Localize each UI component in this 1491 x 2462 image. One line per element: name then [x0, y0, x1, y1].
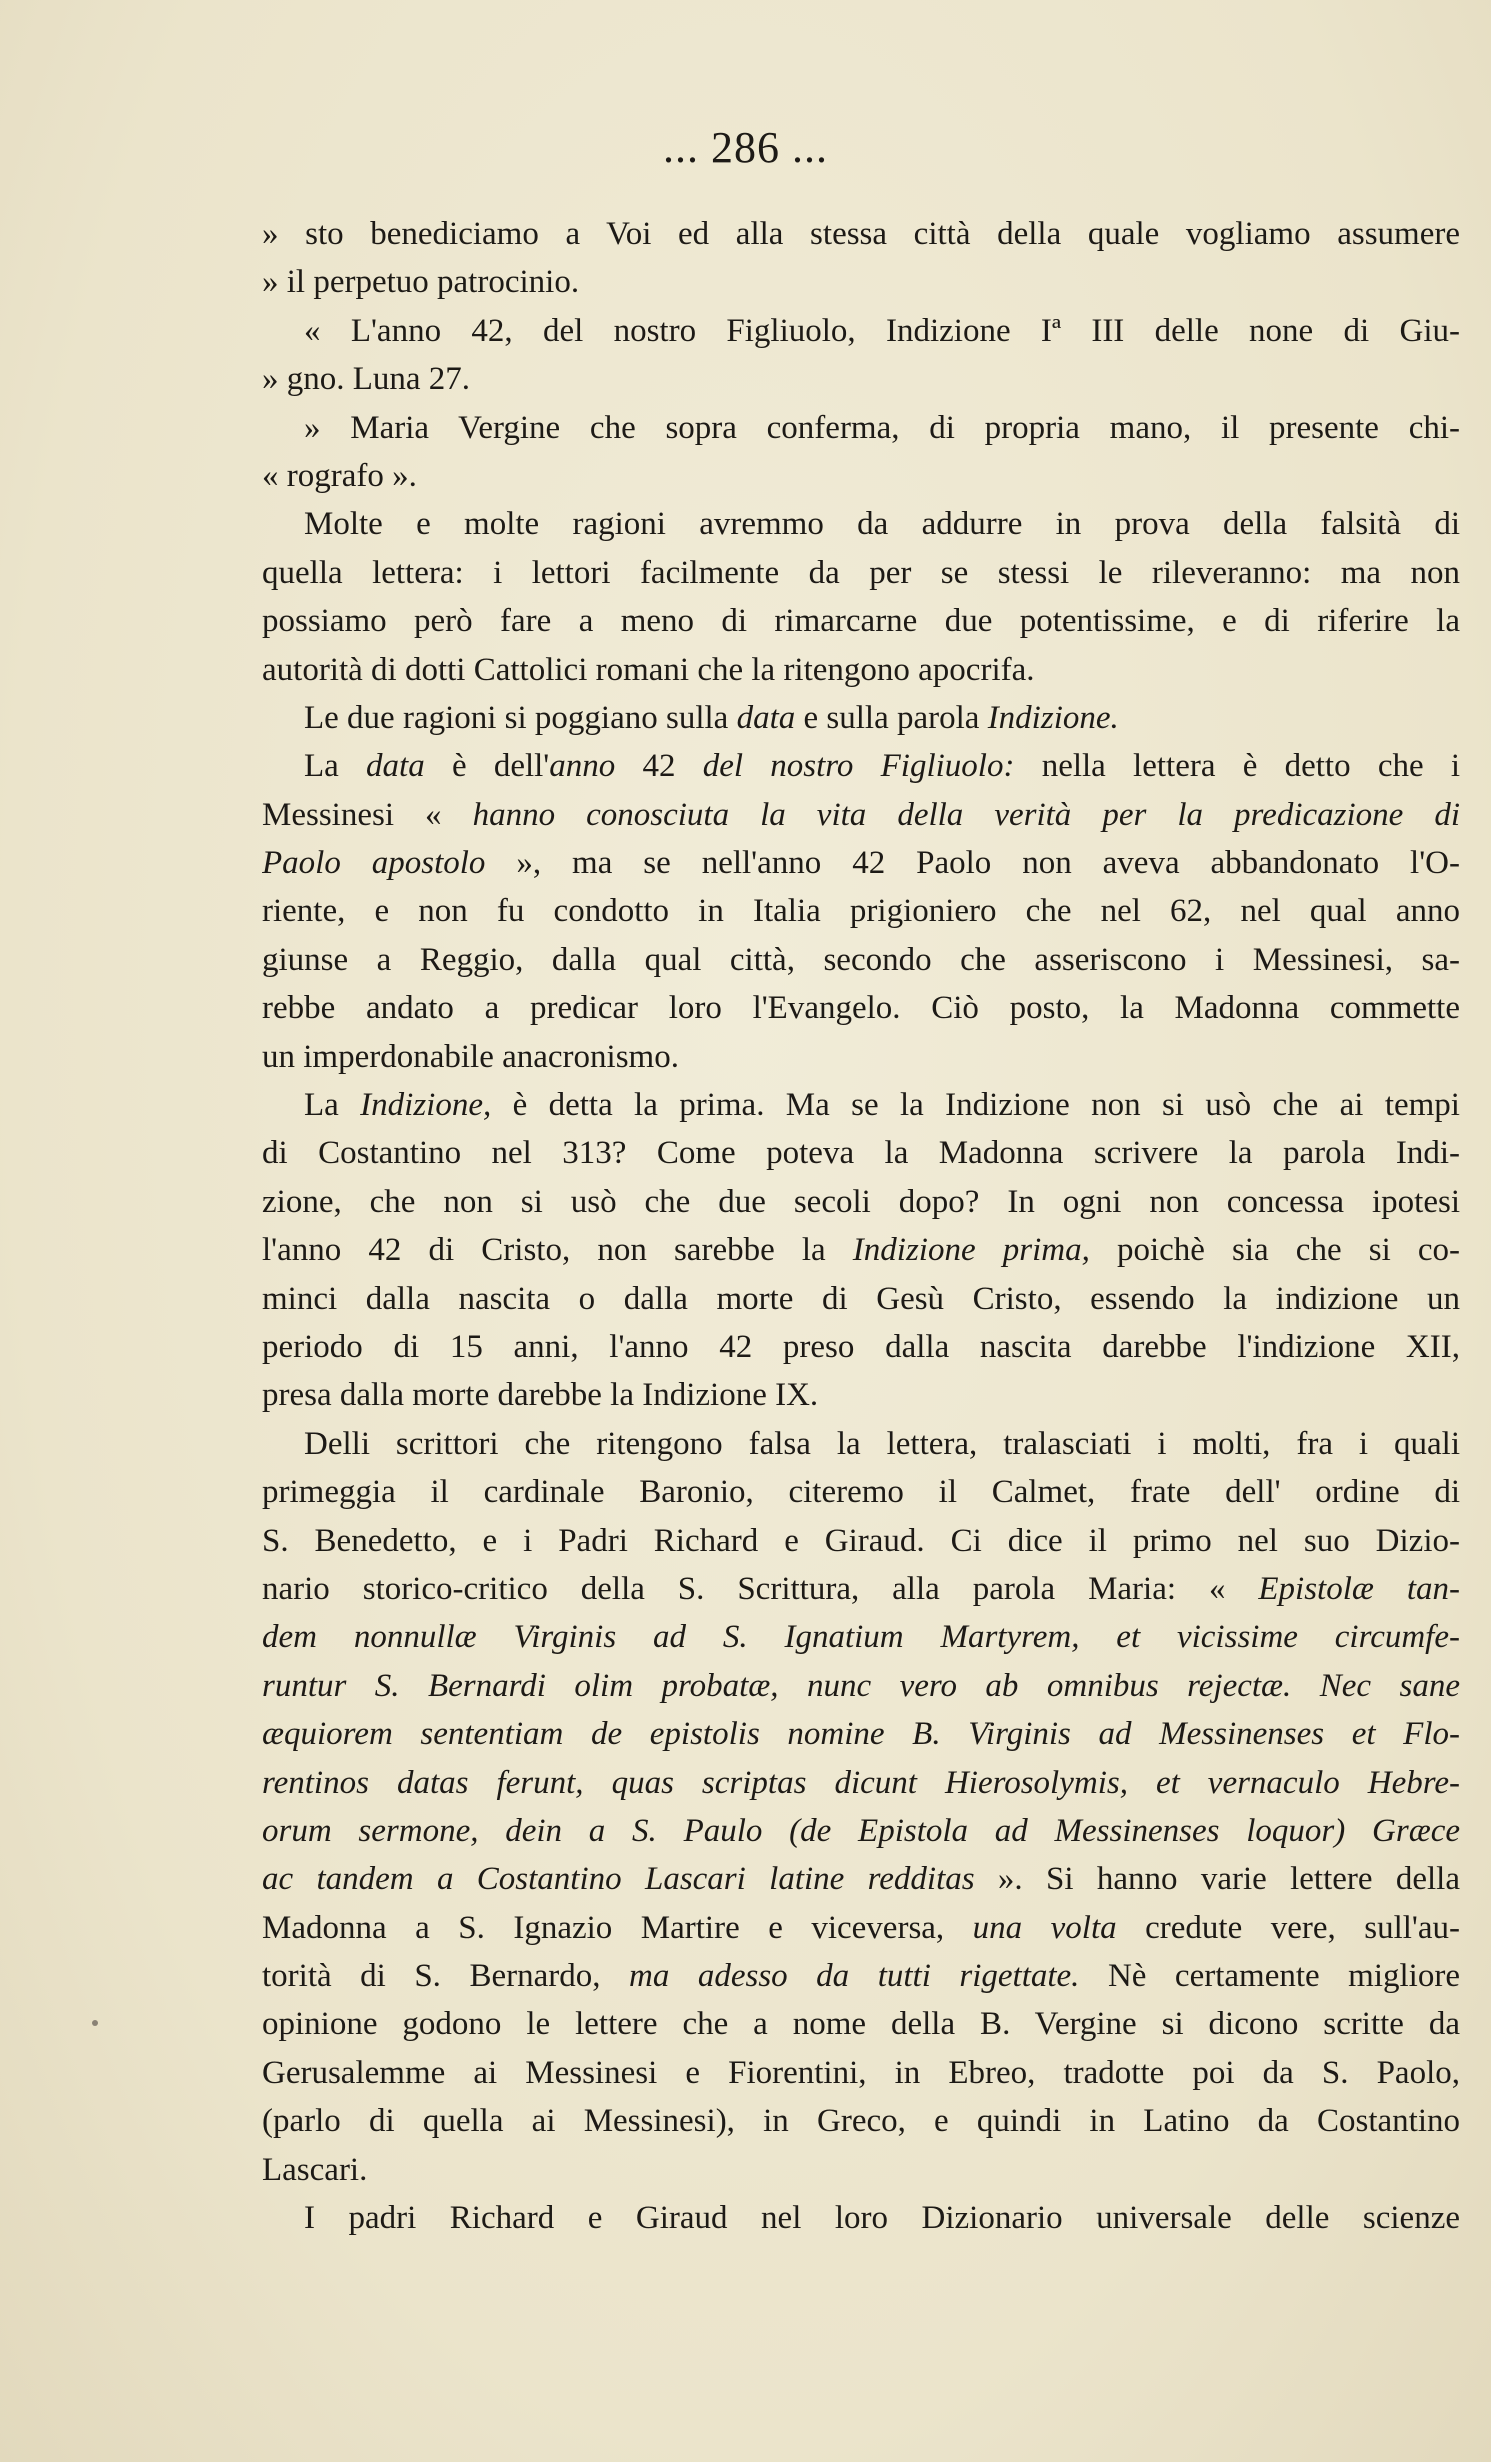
- text-span: quella lettera: i lettori facilmente da per se stessi le rileveranno: ma non: [262, 554, 1460, 591]
- text-line: [262, 2194, 1460, 2242]
- text-span: riente, e non fu condotto in Italia prigioniero che nel 62, nel qual anno: [262, 893, 1460, 930]
- italic-text: Indizione.: [987, 699, 1119, 736]
- text-line: [262, 1759, 1460, 1807]
- text-span: nella lettera è detto che i: [1014, 748, 1460, 785]
- ink-spot: [92, 2020, 98, 2026]
- italic-text: una volta: [972, 1909, 1117, 1946]
- text-span: Madonna a S. Ignazio Martire e viceversa,: [262, 1909, 973, 1946]
- text-line: [262, 1033, 1460, 1081]
- text-line: [262, 355, 1460, 403]
- text-span: di Costantino nel 313? Come poteva la Madonna scrivere la parola Indi-: [262, 1135, 1460, 1172]
- text-span: poichè sia che si co-: [1089, 1232, 1460, 1269]
- text-span: torità di S. Bernardo,: [262, 1958, 629, 1995]
- text-line: [262, 1178, 1460, 1226]
- text-span: La: [304, 1087, 361, 1124]
- italic-text: orum sermone, dein a S. Paulo (de Epistola ad Messinenses loquor) Græce: [262, 1812, 1460, 1849]
- text-line: [262, 839, 1460, 887]
- text-span: è detta la prima. Ma se la Indizione non si usò che ai tempi: [491, 1087, 1460, 1124]
- body-text: [262, 210, 1460, 2242]
- text-span: è dell': [424, 748, 550, 785]
- text-span: un imperdonabile anacronismo.: [262, 1038, 679, 1075]
- text-span: zione, che non si usò che due secoli dopo? In ogni non concessa ipotesi: [262, 1183, 1460, 1220]
- text-line: [262, 1952, 1460, 2000]
- text-span: S. Benedetto, e i Padri Richard e Giraud. Ci dice il primo nel suo Dizio-: [262, 1522, 1460, 1559]
- italic-text: æquiorem sententiam de epistolis nomine B. Virginis ad Messinenses et Flo-: [262, 1716, 1460, 1753]
- text-line: [262, 404, 1460, 452]
- text-span: » Maria Vergine che sopra conferma, di propria mano, il presente chi-: [304, 409, 1460, 446]
- text-line: [262, 597, 1460, 645]
- text-line: [262, 1420, 1460, 1468]
- text-line: [262, 646, 1460, 694]
- text-line: [262, 887, 1460, 935]
- text-span: autorità di dotti Cattolici romani che la ritengono apocrifa.: [262, 651, 1035, 688]
- text-span: possiamo però fare a meno di rimarcarne due potentissime, e di riferire la: [262, 603, 1460, 640]
- text-span: l'anno 42 di Cristo, non sarebbe la: [262, 1232, 853, 1269]
- text-span: « rografo ».: [262, 457, 417, 494]
- text-span: e sulla parola: [795, 699, 988, 736]
- text-span: (parlo di quella ai Messinesi), in Greco, e quindi in Latino da Costantino: [262, 2103, 1460, 2140]
- italic-text: Indizione prima,: [852, 1232, 1090, 1269]
- text-span: Le due ragioni si poggiano sulla: [304, 699, 737, 736]
- italic-text: ma adesso da tutti rigettate.: [629, 1958, 1080, 1995]
- italic-text: hanno conosciuta la vita della verità per la predicazione di: [472, 796, 1460, 833]
- text-span: « L'anno 42, del nostro Figliuolo, Indizione Iª III delle none di Giu-: [304, 312, 1460, 349]
- text-line: [262, 791, 1460, 839]
- text-span: » il perpetuo patrocinio.: [262, 264, 580, 301]
- italic-text: Paolo apostolo: [262, 845, 486, 882]
- text-span: Gerusalemme ai Messinesi e Fiorentini, in Ebreo, tradotte poi da S. Paolo,: [262, 2054, 1460, 2091]
- text-span: Messinesi «: [262, 796, 473, 833]
- italic-text: ac tandem a Costantino Lascari latine redditas: [262, 1861, 975, 1898]
- text-span: ». Si hanno varie lettere della: [974, 1861, 1460, 1898]
- text-span: minci dalla nascita o dalla morte di Gesù Cristo, essendo la indizione un: [262, 1280, 1460, 1317]
- text-line: [262, 1323, 1460, 1371]
- text-line: [262, 1468, 1460, 1516]
- text-span: » sto benediciamo a Voi ed alla stessa città della quale vogliamo assumere: [262, 216, 1460, 252]
- text-line: [262, 694, 1460, 742]
- italic-text: Indizione,: [360, 1087, 492, 1124]
- text-span: Nè certamente migliore: [1079, 1958, 1460, 1995]
- text-line: [262, 1517, 1460, 1565]
- text-span: Molte e molte ragioni avremmo da addurre in prova della falsità di: [304, 506, 1460, 543]
- text-line: [262, 1855, 1460, 1903]
- text-line: [262, 1662, 1460, 1710]
- text-line: [262, 1081, 1460, 1129]
- text-span: presa dalla morte darebbe la Indizione IX.: [262, 1377, 819, 1414]
- text-line: [262, 2146, 1460, 2194]
- text-span: 42: [615, 748, 703, 785]
- text-span: » gno. Luna 27.: [262, 361, 471, 398]
- text-line: [262, 500, 1460, 548]
- text-span: Delli scrittori che ritengono falsa la lettera, tralasciati i molti, fra i quali: [304, 1425, 1460, 1462]
- text-span: opinione godono le lettere che a nome della B. Vergine si dicono scritte da: [262, 2006, 1460, 2043]
- text-line: [262, 307, 1460, 355]
- text-span: La: [304, 748, 367, 785]
- italic-text: anno: [549, 748, 616, 785]
- italic-text: Epistolæ tan-: [1258, 1570, 1460, 1607]
- italic-text: rentinos datas ferunt, quas scriptas dicunt Hierosolymis, et vernaculo Hebre-: [262, 1764, 1460, 1801]
- italic-text: runtur S. Bernardi olim probatæ, nunc vero ab omnibus rejectæ. Nec sane: [262, 1667, 1460, 1704]
- text-span: periodo di 15 anni, l'anno 42 preso dalla nascita darebbe l'indizione XII,: [262, 1328, 1460, 1365]
- text-line: [262, 452, 1460, 500]
- text-line: [262, 984, 1460, 1032]
- text-span: giunse a Reggio, dalla qual città, secondo che asseriscono i Messinesi, sa-: [262, 941, 1460, 978]
- text-line: [262, 549, 1460, 597]
- text-line: [262, 1710, 1460, 1758]
- text-line: [262, 1275, 1460, 1323]
- text-line: [262, 2000, 1460, 2048]
- text-line: [262, 742, 1460, 790]
- text-line: [262, 1565, 1460, 1613]
- italic-text: data: [366, 748, 425, 785]
- text-span: nario storico-critico della S. Scrittura, alla parola Maria: «: [262, 1570, 1259, 1607]
- text-span: I padri Richard e Giraud nel loro Dizionario universale delle scienze: [304, 2200, 1460, 2237]
- italic-text: del nostro Figliuolo:: [702, 748, 1015, 785]
- text-line: [262, 1807, 1460, 1855]
- page-number: ... 286 ...: [663, 123, 828, 172]
- italic-text: dem nonnullæ Virginis ad S. Ignatium Martyrem, et vicissime circumfe-: [262, 1619, 1460, 1656]
- text-line: [262, 2097, 1460, 2145]
- text-span: rebbe andato a predicar loro l'Evangelo. Ciò posto, la Madonna commette: [262, 990, 1460, 1027]
- text-line: [262, 936, 1460, 984]
- italic-text: data: [736, 699, 796, 736]
- text-span: », ma se nell'anno 42 Paolo non aveva abbandonato l'O-: [485, 845, 1460, 882]
- text-span: primeggia il cardinale Baronio, citeremo il Calmet, frate dell' ordine di: [262, 1474, 1460, 1511]
- text-span: Lascari.: [262, 2151, 368, 2188]
- text-line: [262, 1129, 1460, 1177]
- text-line: [262, 2049, 1460, 2097]
- text-line: [262, 1371, 1460, 1419]
- text-line: [262, 1613, 1460, 1661]
- text-span: credute vere, sull'au-: [1116, 1909, 1460, 1946]
- text-line: [262, 1904, 1460, 1952]
- text-line: [262, 210, 1460, 258]
- text-line: [262, 1226, 1460, 1274]
- text-line: [262, 258, 1460, 306]
